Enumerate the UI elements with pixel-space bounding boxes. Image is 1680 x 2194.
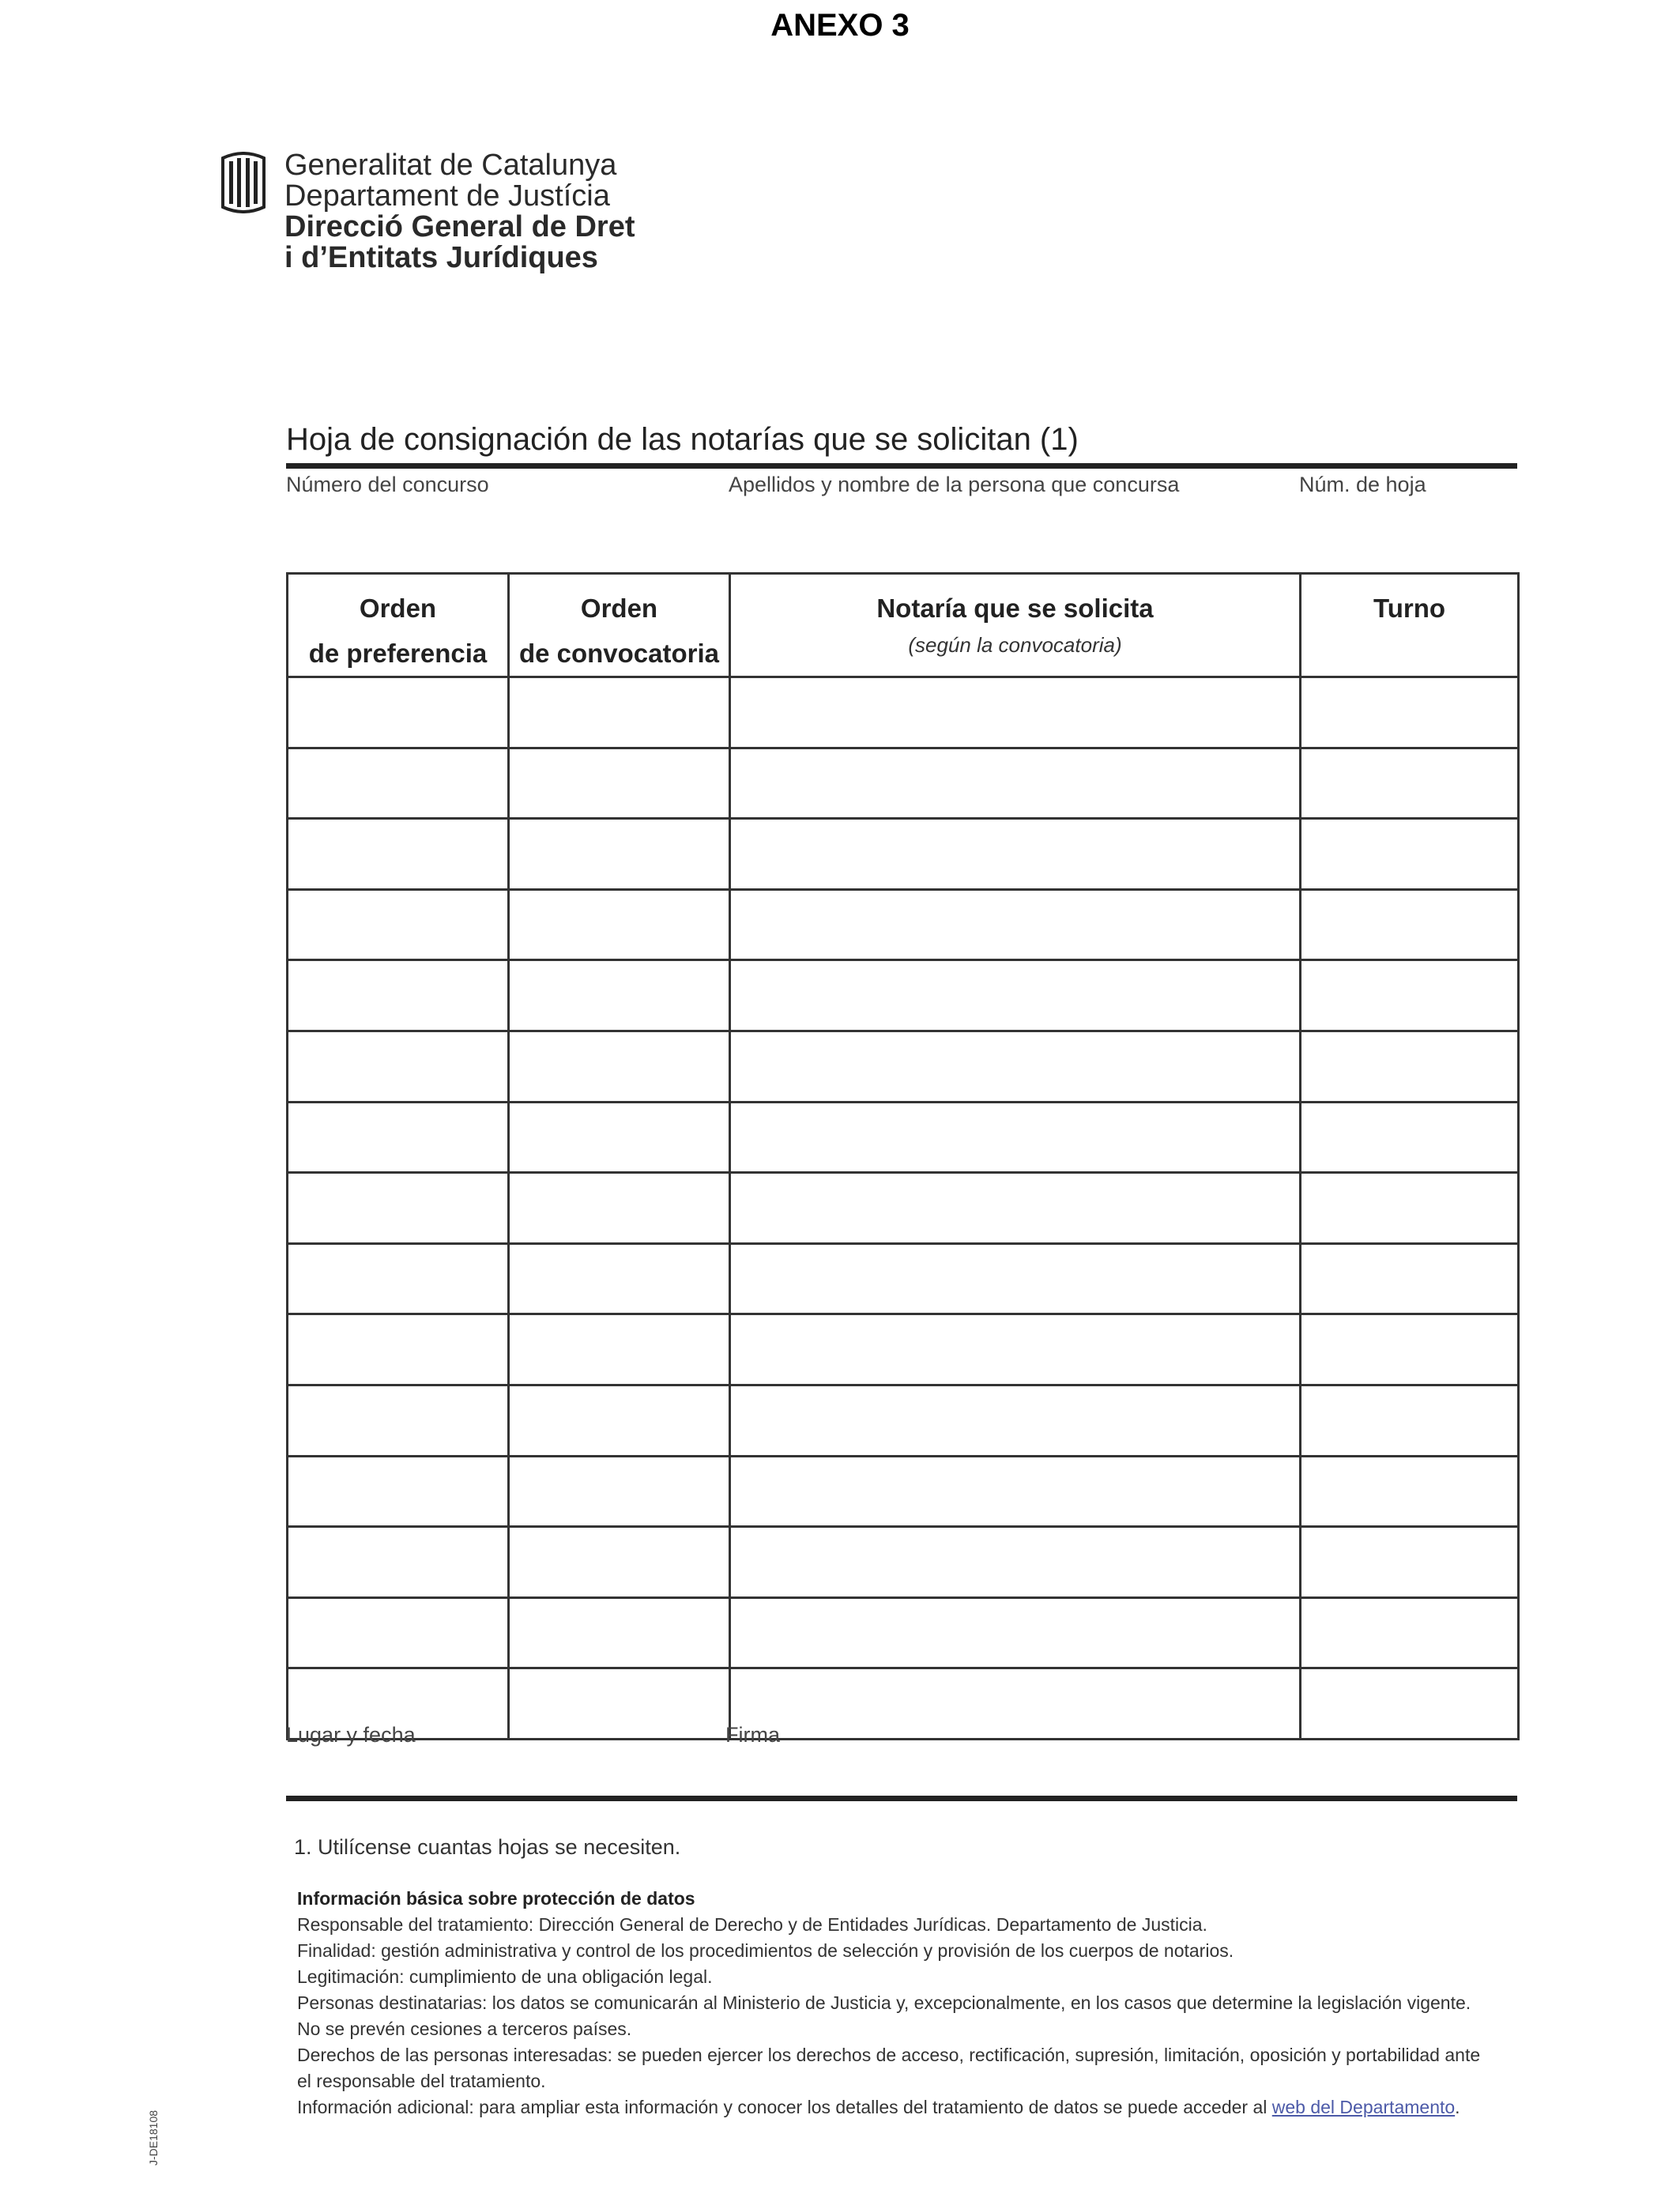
table-row [288,960,1519,1031]
preference-order-cell[interactable] [288,748,509,819]
privacy-line: Legitimación: cumplimiento de una obligación legal. [297,1966,713,1987]
preference-order-cell[interactable] [288,1243,509,1314]
notary-cell[interactable] [730,1243,1301,1314]
preference-order-cell[interactable] [288,819,509,890]
table-row [288,1314,1519,1385]
call-order-cell[interactable] [509,677,730,748]
column-header-notary: Notaría que se solicita (según la convocatoria) [730,574,1301,677]
turn-cell[interactable] [1301,1031,1519,1102]
turn-cell[interactable] [1301,1456,1519,1527]
org-name: Generalitat de Catalunya [284,149,617,182]
call-order-cell[interactable] [509,1031,730,1102]
call-order-cell[interactable] [509,1314,730,1385]
turn-cell[interactable] [1301,1102,1519,1173]
table-row [288,889,1519,960]
notary-cell[interactable] [730,1385,1301,1456]
annex-title: ANEXO 3 [770,8,910,43]
table-row [288,1527,1519,1598]
turn-cell[interactable] [1301,1527,1519,1598]
notary-request-table [286,572,1520,1740]
table-row [288,1102,1519,1173]
preference-order-cell[interactable] [288,1385,509,1456]
table-row [288,1173,1519,1244]
signature-label: Firma [725,1723,780,1747]
turn-cell[interactable] [1301,889,1519,960]
call-order-cell[interactable] [509,1385,730,1456]
preference-order-cell[interactable] [288,1456,509,1527]
notary-cell[interactable] [730,1173,1301,1244]
place-date-label: Lugar y fecha [286,1723,416,1747]
contest-number-label: Número del concurso [286,473,489,496]
notary-cell[interactable] [730,1668,1301,1740]
privacy-line: No se prevén cesiones a terceros países. [297,2019,632,2039]
call-order-cell[interactable] [509,1243,730,1314]
call-order-cell[interactable] [509,1102,730,1173]
call-order-cell[interactable] [509,1456,730,1527]
notary-cell[interactable] [730,1314,1301,1385]
data-protection-notice [297,1886,1498,2120]
notary-cell[interactable] [730,1597,1301,1668]
department-name: Departament de Justícia [284,179,610,213]
notary-cell[interactable] [730,677,1301,748]
call-order-cell[interactable] [509,889,730,960]
directorate-name-cont: i d’Entitats Jurídiques [284,241,598,274]
table-row [288,1597,1519,1668]
table-row [288,1031,1519,1102]
notary-cell[interactable] [730,1102,1301,1173]
turn-cell[interactable] [1301,1314,1519,1385]
privacy-line: Personas destinatarias: los datos se comunicarán al Ministerio de Justicia y, excepcionalmente, en los casos que determine la legislación vigente. [297,1992,1471,2013]
column-header-preference-order: Orden de preferencia [288,574,509,677]
turn-cell[interactable] [1301,819,1519,890]
preference-order-cell[interactable] [288,1314,509,1385]
call-order-cell[interactable] [509,1668,730,1740]
call-order-cell[interactable] [509,1173,730,1244]
turn-cell[interactable] [1301,1597,1519,1668]
sheet-number-label: Núm. de hoja [1299,473,1426,496]
preference-order-cell[interactable] [288,1102,509,1173]
table-row [288,1456,1519,1527]
column-header-turn: Turno [1301,574,1519,677]
table-header-row [288,574,1519,677]
call-order-cell[interactable] [509,1527,730,1598]
privacy-line: Derechos de las personas interesadas: se pueden ejercer los derechos de acceso, rectificación, supresión, limitación, oposición y portabilidad ante [297,2045,1481,2065]
notary-cell[interactable] [730,748,1301,819]
preference-order-cell[interactable] [288,1527,509,1598]
privacy-line: Finalidad: gestión administrativa y control de los procedimientos de selección y provisión de los cuerpos de notarios. [297,1940,1234,1961]
turn-cell[interactable] [1301,1668,1519,1740]
turn-cell[interactable] [1301,1173,1519,1244]
call-order-cell[interactable] [509,748,730,819]
table-row [288,1668,1519,1740]
turn-cell[interactable] [1301,960,1519,1031]
table-row [288,748,1519,819]
notary-cell[interactable] [730,1031,1301,1102]
privacy-title: Información básica sobre protección de datos [297,1888,695,1909]
bottom-divider [286,1796,1517,1801]
title-divider [286,463,1517,469]
notary-cell[interactable] [730,889,1301,960]
footnote: 1. Utilícense cuantas hojas se necesiten. [294,1835,681,1859]
department-web-link[interactable]: web del Departamento [1271,2097,1456,2117]
table-row [288,1243,1519,1314]
turn-cell[interactable] [1301,1243,1519,1314]
notary-cell[interactable] [730,819,1301,890]
preference-order-cell[interactable] [288,1597,509,1668]
turn-cell[interactable] [1301,677,1519,748]
turn-cell[interactable] [1301,748,1519,819]
privacy-line: el responsable del tratamiento. [297,2071,546,2091]
table-row [288,1385,1519,1456]
column-header-call-order: Orden de convocatoria [509,574,730,677]
form-title: Hoja de consignación de las notarías que se solicitan (1) [286,422,1079,457]
call-order-cell[interactable] [509,1597,730,1668]
turn-cell[interactable] [1301,1385,1519,1456]
applicant-name-label: Apellidos y nombre de la persona que concursa [729,473,1180,496]
privacy-line: Responsable del tratamiento: Dirección General de Derecho y de Entidades Jurídicas. Departamento de Justicia. [297,1914,1207,1935]
form-code: J-DE18108 [147,2109,160,2166]
preference-order-cell[interactable] [288,677,509,748]
call-order-cell[interactable] [509,960,730,1031]
notary-cell[interactable] [730,960,1301,1031]
generalitat-logo-icon [218,152,269,213]
call-order-cell[interactable] [509,819,730,890]
notary-cell[interactable] [730,1527,1301,1598]
table-row [288,677,1519,748]
privacy-line-additional: Información adicional: para ampliar esta información y conocer los detalles del tratamiento de datos se puede acceder al web del Departamento. [297,2097,1460,2117]
preference-order-cell[interactable] [288,1031,509,1102]
preference-order-cell[interactable] [288,960,509,1031]
preference-order-cell[interactable] [288,1173,509,1244]
preference-order-cell[interactable] [288,889,509,960]
notary-cell[interactable] [730,1456,1301,1527]
table-row [288,819,1519,890]
directorate-name: Direcció General de Dret [284,210,635,243]
